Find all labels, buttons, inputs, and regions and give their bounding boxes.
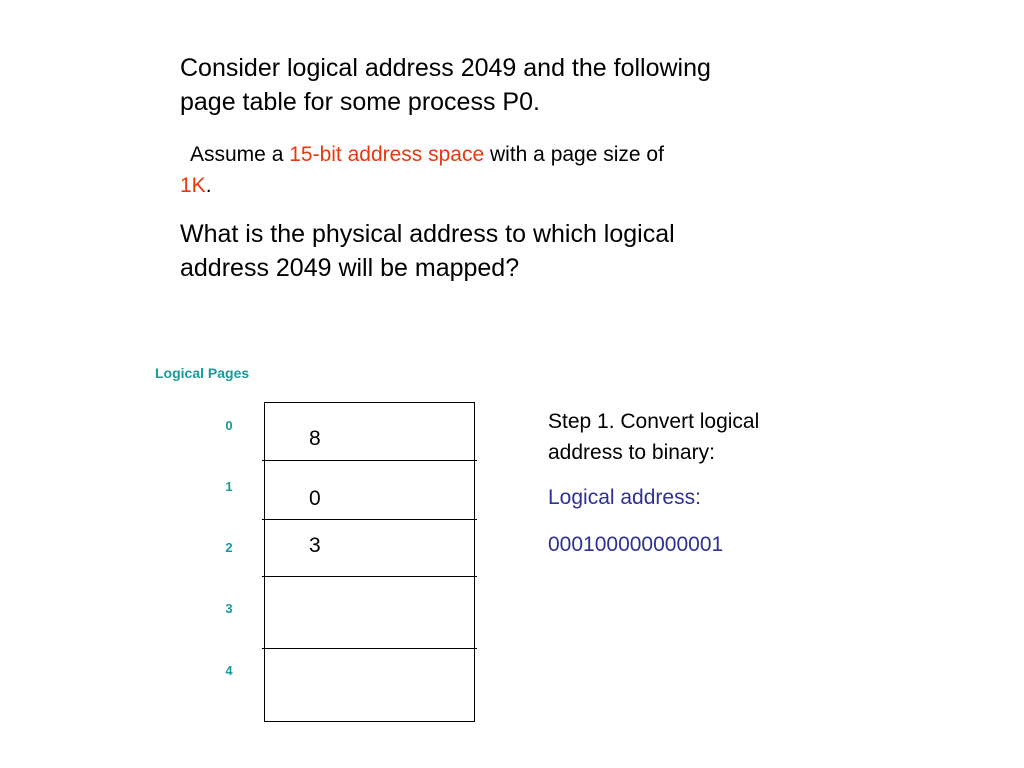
address-space-highlight: 15-bit address space bbox=[289, 143, 485, 166]
question-line-1: Consider logical address 2049 and the following bbox=[180, 54, 711, 82]
page-table-divider bbox=[262, 460, 477, 461]
step-title bbox=[548, 406, 828, 468]
page-index-3: 3 bbox=[225, 601, 233, 616]
page-table-divider bbox=[262, 648, 477, 649]
frame-number-1: 0 bbox=[309, 487, 321, 510]
assumption-suffix: . bbox=[205, 174, 212, 197]
page-table-divider bbox=[262, 519, 477, 520]
step-title-line-1: Step 1. Convert logical bbox=[548, 410, 760, 433]
page-table bbox=[264, 402, 475, 722]
assumption-prefix: Assume a bbox=[190, 143, 290, 166]
page-table-divider bbox=[262, 576, 477, 577]
frame-number-2: 3 bbox=[309, 534, 321, 557]
logical-pages-title: Logical Pages bbox=[155, 365, 250, 381]
page-index-0: 0 bbox=[225, 418, 233, 433]
logical-address-label: Logical address: bbox=[548, 486, 701, 509]
page-size-highlight: 1K bbox=[180, 174, 206, 197]
page-index-1: 1 bbox=[225, 479, 233, 494]
question-text bbox=[180, 51, 800, 119]
ask-text bbox=[180, 217, 780, 285]
assumption-text bbox=[180, 139, 780, 201]
assumption-middle: with a page size of bbox=[484, 143, 664, 166]
logical-address-binary: 000100000000001 bbox=[548, 533, 724, 556]
page-index-4: 4 bbox=[225, 663, 233, 678]
question-line-2: page table for some process P0. bbox=[180, 88, 540, 116]
page-index-2: 2 bbox=[225, 540, 233, 555]
ask-line-2: address 2049 will be mapped? bbox=[180, 254, 520, 282]
ask-line-1: What is the physical address to which logical bbox=[180, 220, 675, 248]
frame-number-0: 8 bbox=[309, 427, 321, 450]
step-title-line-2: address to binary: bbox=[548, 441, 715, 464]
